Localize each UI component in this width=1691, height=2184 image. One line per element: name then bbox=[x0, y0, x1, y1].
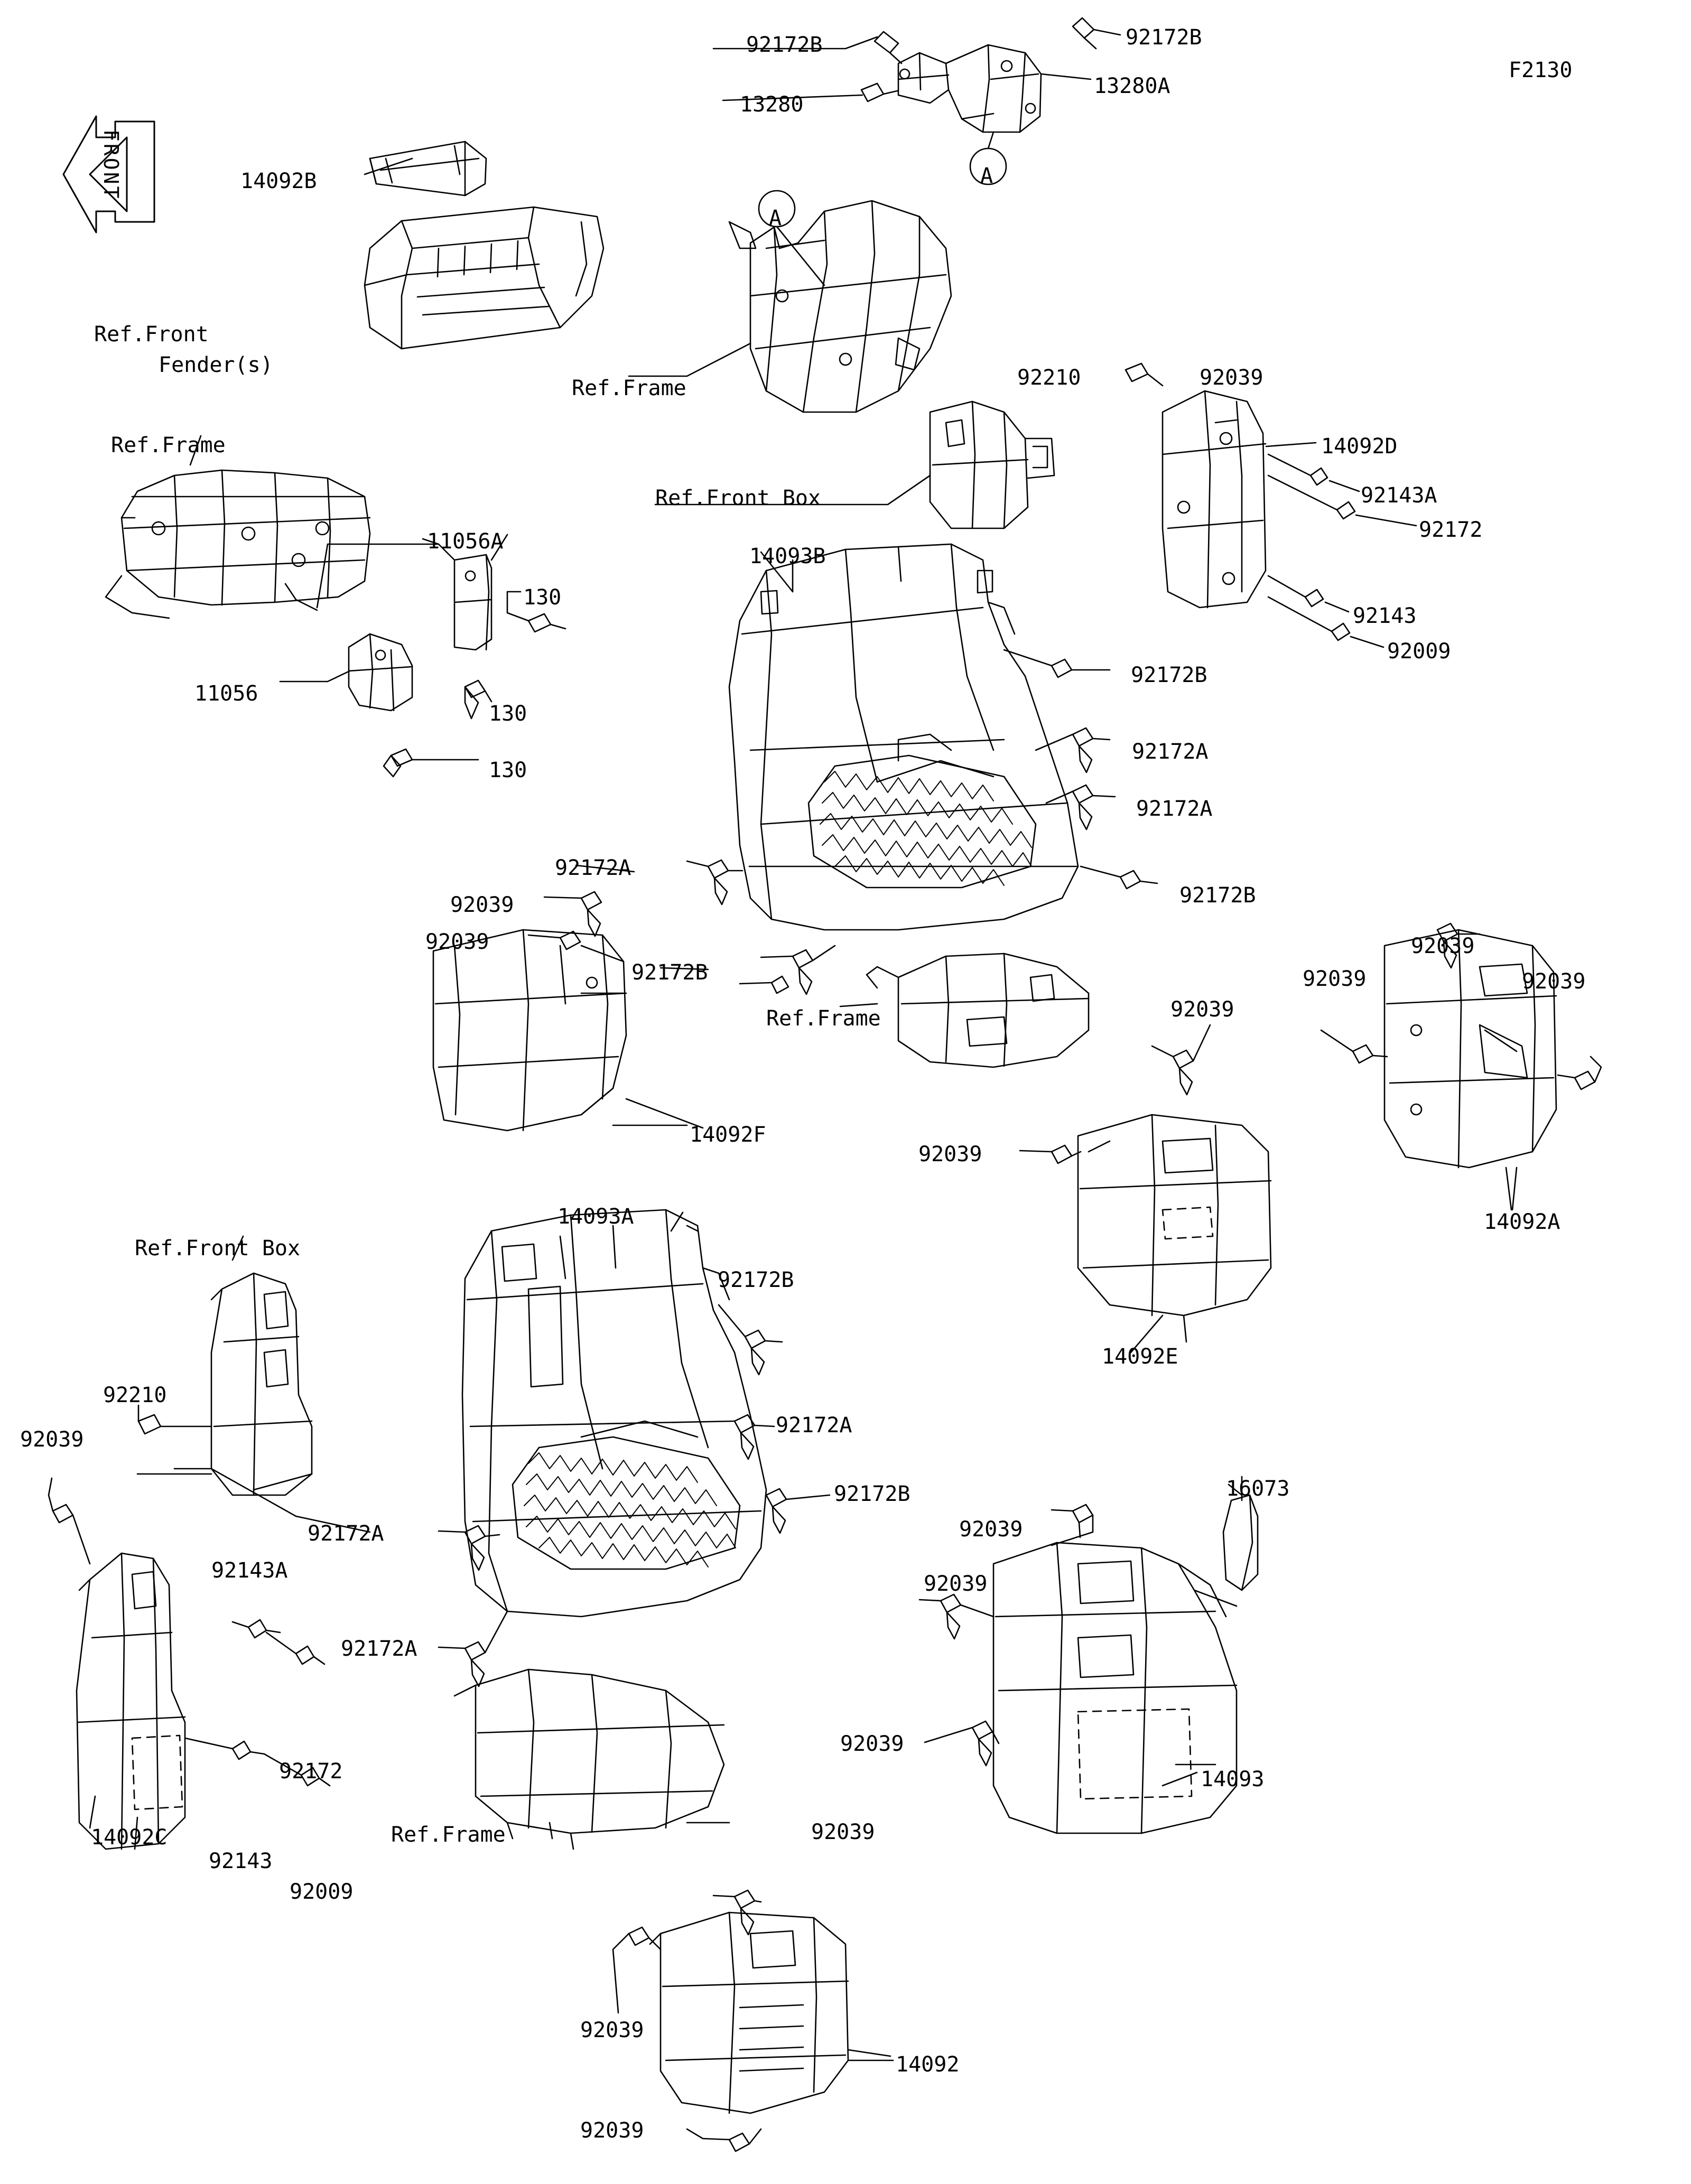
part-callout-92039: 92039 bbox=[1522, 969, 1586, 994]
part-14092b bbox=[370, 142, 486, 195]
part-callout-92172: 92172 bbox=[1419, 518, 1483, 542]
part-callout-92172b: 92172B bbox=[746, 33, 823, 57]
part-callout-92009: 92009 bbox=[290, 1880, 354, 1904]
part-callout-14093b: 14093B bbox=[749, 544, 826, 568]
part-14092c bbox=[49, 1478, 330, 1849]
part-callout-92172b: 92172B bbox=[631, 960, 708, 985]
part-callout-92172a: 92172A bbox=[308, 1522, 384, 1546]
part-callout-14093a: 14093A bbox=[558, 1205, 634, 1229]
part-callout-92172: 92172 bbox=[279, 1759, 343, 1784]
part-callout-92172b: 92172B bbox=[1126, 25, 1202, 50]
part-callout-14092f: 14092F bbox=[690, 1123, 766, 1147]
part-callout-14092: 14092 bbox=[896, 2052, 960, 2077]
part-callout-ref-front: Ref.Front bbox=[94, 322, 209, 347]
part-14092f bbox=[433, 892, 788, 1131]
fasteners-14093b bbox=[687, 650, 1157, 994]
part-14092e bbox=[1020, 1025, 1271, 1342]
part-callout-fender-s-: Fender(s) bbox=[159, 353, 273, 377]
part-callout-92143a: 92143A bbox=[1361, 483, 1437, 508]
ref-frame-bottom bbox=[454, 1669, 729, 1849]
part-callout-ref-front-box: Ref.Front Box bbox=[135, 1236, 301, 1261]
part-callout-92172b: 92172B bbox=[1179, 883, 1256, 908]
part-callout-a: A bbox=[980, 164, 993, 188]
part-callout-92172b: 92172B bbox=[718, 1268, 794, 1292]
part-callout-92039: 92039 bbox=[1303, 967, 1367, 991]
part-callout-92009: 92009 bbox=[1387, 639, 1451, 664]
part-callout-92039: 92039 bbox=[450, 893, 514, 917]
part-callout-14092e: 14092E bbox=[1102, 1345, 1178, 1369]
fasteners-130 bbox=[384, 592, 565, 777]
part-callout-92039: 92039 bbox=[20, 1427, 84, 1452]
ref-front-fender-outline bbox=[365, 207, 603, 349]
fasteners-14093a bbox=[439, 1305, 830, 1686]
part-callout-ref-front-box: Ref.Front Box bbox=[655, 486, 821, 510]
marker-circle-a-lower bbox=[759, 191, 824, 285]
part-callout-92143a: 92143A bbox=[211, 1558, 288, 1583]
part-callout-16073: 16073 bbox=[1226, 1477, 1290, 1501]
part-callout-ref-frame: Ref.Frame bbox=[766, 1006, 881, 1031]
part-callout-92039: 92039 bbox=[1170, 997, 1234, 1022]
part-callout-92039: 92039 bbox=[1200, 366, 1263, 390]
part-callout-92039: 92039 bbox=[840, 1732, 904, 1756]
part-14092d bbox=[1126, 363, 1355, 640]
part-callout-ref-frame: Ref.Frame bbox=[572, 376, 686, 400]
part-callout-92143: 92143 bbox=[1353, 604, 1417, 628]
part-callout-14092c: 14092C bbox=[91, 1825, 168, 1850]
part-callout-ref-frame: Ref.Frame bbox=[391, 1823, 506, 1847]
part-callout-92039: 92039 bbox=[959, 1517, 1023, 1542]
part-14092 bbox=[613, 1890, 893, 2151]
part-callout-11056a: 11056A bbox=[427, 529, 504, 554]
part-13280-group bbox=[861, 18, 1096, 132]
part-callout-14092d: 14092D bbox=[1321, 434, 1398, 459]
part-14093b bbox=[729, 544, 1078, 930]
part-callout-13280a: 13280A bbox=[1094, 74, 1170, 98]
part-callout-92172a: 92172A bbox=[341, 1637, 417, 1661]
part-callout-14092a: 14092A bbox=[1484, 1210, 1560, 1234]
ref-front-box-lower bbox=[137, 1236, 370, 1532]
part-callout-11056: 11056 bbox=[194, 682, 258, 706]
part-callout-130: 130 bbox=[489, 758, 527, 782]
part-callout-92039: 92039 bbox=[918, 1142, 982, 1166]
part-callout-ref-frame: Ref.Frame bbox=[111, 433, 226, 458]
part-callout-a: A bbox=[769, 206, 782, 230]
part-callout-92039: 92039 bbox=[425, 930, 489, 954]
part-callout-92143: 92143 bbox=[209, 1849, 273, 1873]
part-11056 bbox=[280, 584, 412, 711]
part-callout-92039: 92039 bbox=[580, 2018, 644, 2042]
part-callout-92172b: 92172B bbox=[834, 1482, 910, 1506]
leader-lines bbox=[90, 30, 1517, 2056]
part-callout-92039: 92039 bbox=[1411, 934, 1475, 958]
part-callout-f2130: F2130 bbox=[1509, 58, 1573, 82]
part-callout-14092b: 14092B bbox=[240, 169, 317, 193]
part-callout-92210: 92210 bbox=[103, 1383, 167, 1407]
part-callout-92172a: 92172A bbox=[776, 1413, 852, 1438]
part-callout-92039: 92039 bbox=[811, 1820, 875, 1844]
part-callout-92172a: 92172A bbox=[1132, 740, 1209, 764]
part-callout-92172a: 92172A bbox=[555, 856, 631, 880]
part-callout-130: 130 bbox=[489, 702, 527, 726]
front-arrow-label: FRONT bbox=[99, 129, 123, 201]
part-callout-14093: 14093 bbox=[1201, 1767, 1265, 1791]
part-callout-92210: 92210 bbox=[1017, 366, 1081, 390]
part-callout-13280: 13280 bbox=[740, 92, 804, 117]
part-callout-92172a: 92172A bbox=[1136, 797, 1213, 821]
part-callout-92039: 92039 bbox=[580, 2118, 644, 2143]
part-callout-92172b: 92172B bbox=[1131, 663, 1207, 687]
ref-frame-left bbox=[106, 436, 370, 618]
part-callout-92039: 92039 bbox=[924, 1572, 988, 1596]
part-callout-130: 130 bbox=[523, 585, 562, 610]
